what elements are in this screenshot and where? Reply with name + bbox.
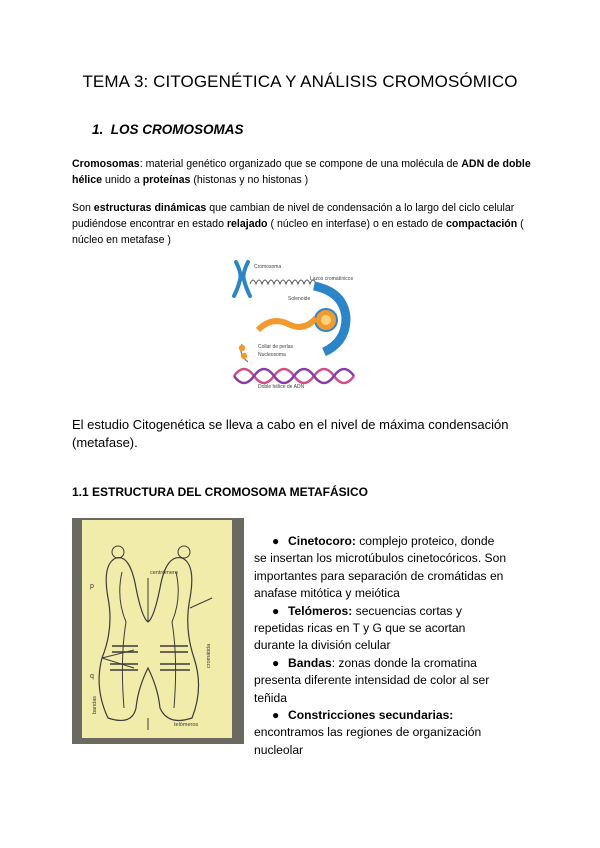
text-span: Son bbox=[72, 202, 94, 214]
bullet-text: complejo proteico, donde bbox=[355, 534, 495, 548]
bullet-list bbox=[254, 533, 544, 759]
bold-span: relajado bbox=[226, 218, 268, 230]
bullet-item bbox=[254, 533, 544, 550]
bold-span: ADN de doble hélice bbox=[72, 158, 531, 186]
text-span: : material genético organizado que se compone de una molécula de bbox=[139, 158, 462, 170]
text-span: (histonas y no histonas ) bbox=[190, 174, 309, 186]
nucleosome-bead bbox=[239, 345, 245, 351]
chromosome-icon bbox=[234, 262, 250, 296]
bullet-text-line: importantes para separación de cromátidas en bbox=[254, 568, 504, 583]
beads-fiber bbox=[258, 318, 316, 330]
dna-strand-b bbox=[234, 369, 354, 383]
bold-span: compactación bbox=[446, 218, 518, 230]
section-number: 1. bbox=[92, 122, 104, 137]
bullet-dot: ● bbox=[272, 655, 280, 670]
bullet-dot: ● bbox=[272, 603, 280, 618]
bold-span: estructuras dinámicas bbox=[93, 202, 207, 214]
photo-paper bbox=[82, 520, 232, 738]
term-cromosomas: Cromosomas bbox=[72, 158, 140, 170]
bullet-dot: ● bbox=[272, 708, 280, 723]
label-collar: Collar de perlas bbox=[258, 344, 294, 350]
bullet-text-line: repetidas ricas en T y G que se acortan bbox=[254, 621, 466, 636]
label-bandas: bandas bbox=[92, 695, 98, 714]
bold-span: proteínas bbox=[142, 174, 191, 186]
bullet-item bbox=[254, 603, 544, 620]
text-span: ( núcleo en interfase) o en estado de bbox=[267, 218, 446, 230]
label-arm-p: p bbox=[90, 583, 94, 590]
label-doble-helice: Doble hélice de ADN bbox=[258, 384, 305, 390]
label-lazos: Lazos cromatínicos bbox=[310, 276, 354, 282]
bullet-text-line: se insertan los microtúbulos cinetocóricos. Son bbox=[254, 551, 507, 566]
section-title: LOS CROMOSOMAS bbox=[110, 122, 244, 137]
text-span: que cambian de nivel de condensación a lo largo del ciclo celular pudiéndose encontrar en estado bbox=[72, 202, 515, 230]
bullet-text-line: encontramos las regiones de organización bbox=[254, 725, 482, 740]
bullet-dot: ● bbox=[272, 534, 280, 548]
label-cromosoma: Cromosoma bbox=[254, 264, 282, 270]
text-span: unido a bbox=[102, 174, 143, 186]
chromatin-loops bbox=[250, 280, 316, 284]
bullet-text-line: presenta diferente intensidad de color al ser bbox=[254, 673, 490, 688]
bullet-text: : zonas donde la cromatina bbox=[331, 655, 477, 670]
label-solenoide: Solenoide bbox=[288, 296, 311, 302]
bullet-text-line: durante la división celular bbox=[254, 638, 391, 653]
bullet-text-line: anafase mitótica y meiótica bbox=[254, 586, 400, 601]
label-nucleosoma: Nucleosoma bbox=[258, 352, 286, 358]
nucleosome-bead bbox=[241, 353, 247, 359]
section-heading-1 bbox=[92, 122, 244, 137]
metaphase-chromosome-photo bbox=[72, 518, 244, 744]
bullet-text: secuencias cortas y bbox=[352, 603, 462, 618]
label-cromatida: cromátida bbox=[206, 643, 212, 668]
section-heading-1-1: 1.1 ESTRUCTURA DEL CROMOSOMA METAFÁSICO bbox=[72, 485, 369, 499]
label-arm-q: q bbox=[90, 673, 94, 680]
bullet-text-line: nucleolar bbox=[254, 742, 304, 757]
bullet-item bbox=[254, 707, 544, 724]
solenoid-core bbox=[321, 315, 331, 325]
bullet-term: Cinetocoro: bbox=[288, 534, 356, 548]
bullet-term: Bandas bbox=[288, 655, 332, 670]
paragraph-estructuras-dinamicas bbox=[72, 200, 532, 248]
bullet-text-line: teñida bbox=[254, 690, 287, 705]
label-telomeros: telómeros bbox=[174, 722, 199, 728]
paragraph-cromosomas bbox=[72, 156, 532, 188]
paragraph-estudio-citogenetico: El estudio Citogenética se lleva a cabo en el nivel de máxima condensación (metafase). bbox=[72, 417, 509, 450]
bullet-term: Constricciones secundarias: bbox=[288, 708, 454, 723]
text-span: ( núcleo en metafase ) bbox=[72, 218, 524, 246]
label-centromero: centrómero bbox=[150, 570, 178, 576]
page-title: TEMA 3: CITOGENÉTICA Y ANÁLISIS CROMOSÓMICO bbox=[82, 72, 518, 91]
bullet-term: Telómeros: bbox=[288, 603, 353, 618]
chromatin-condensation-diagram bbox=[228, 258, 358, 390]
bullet-item bbox=[254, 655, 544, 672]
